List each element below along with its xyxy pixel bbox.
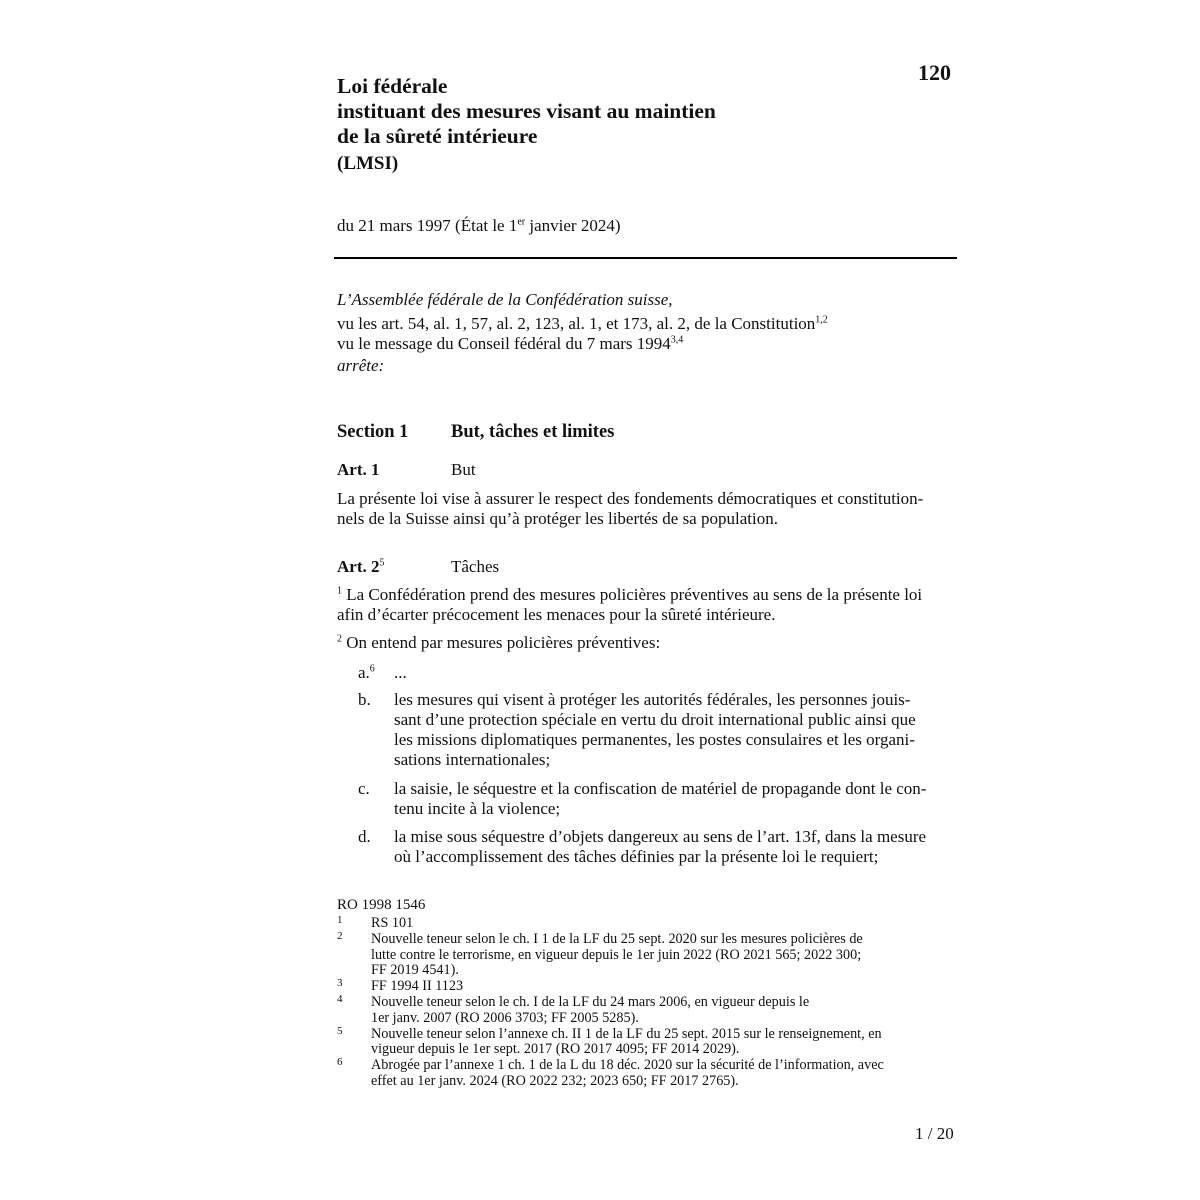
footnotes [337,916,884,1090]
ro-reference: RO 1998 1546 [337,897,426,913]
footnote-text [371,932,884,979]
paragraph-number: 1 [337,585,342,597]
footnote-text [371,916,884,932]
footnote-line: RS 101 [371,915,414,931]
item-text [394,663,407,683]
text-line [337,585,922,605]
footnote-line: effet au 1er janv. 2024 (RO 2022 232; 2023 650; FF 2017 2765). [371,1072,739,1089]
footnote-ref[interactable]: 1,2 [815,314,828,326]
footnote-number: 1 [337,914,343,926]
law-abbreviation: (LMSI) [337,153,399,174]
footnote-line: FF 1994 II 1123 [371,978,464,995]
text-line: les missions diplomatiques permanentes, les postes consulaires et les organi- [394,730,915,749]
paragraph-1 [337,585,922,625]
article-title: Tâches [451,557,500,576]
footnote-number: 2 [337,929,343,942]
footnote-number: 3 [337,977,343,990]
title-line: Loi fédérale [337,74,448,98]
item-text [394,827,926,867]
vu1-text: vu les art. 54, al. 1, 57, al. 2, 123, al. 1, et 173, al. 2, de la Constitution [337,314,816,333]
section-number: Section 1 [337,422,409,442]
date-sup: er [517,216,526,228]
footnote-number: 5 [337,1024,343,1037]
item-mark: b. [358,690,371,709]
section-title: But, tâches et limites [451,422,615,442]
date-suffix: janvier 2024) [525,216,621,235]
footnote [337,929,884,979]
text-line: ... [394,663,407,682]
footnote-line: lutte contre le terrorisme, en vigueur depuis le 1er juin 2022 (RO 2021 565; 2022 300; [371,946,862,963]
title-line: de la sûreté intérieure [337,124,538,148]
text-line: nels de la Suisse ainsi qu’à protéger les libertés de sa population. [337,509,778,528]
footnote-line: Nouvelle teneur selon le ch. I de la LF du 24 mars 2006, en vigueur depuis le [371,993,810,1010]
text-line-content: La Confédération prend des mesures policières préventives au sens de la présente loi [342,585,923,604]
text-line: tenu incite à la violence; [394,799,561,818]
text-line: La présente loi vise à assurer le respect des fondements démocratiques et constitution- [337,489,924,508]
footnote-text [371,995,884,1027]
item-letter: a. [358,663,370,682]
article-heading [337,557,499,577]
article-heading [337,460,476,480]
date-line [337,216,621,236]
item-mark [358,663,375,683]
item-mark: d. [358,827,371,846]
footnote [337,1024,884,1059]
footnote [337,979,884,995]
item-text [394,779,926,819]
article-number: Art. 1 [337,460,380,479]
page-number: 1 / 20 [915,1124,954,1143]
footnote-ref[interactable]: 6 [369,663,375,675]
article-number-text: Art. 2 [337,557,380,576]
text-line: sations internationales; [394,750,551,769]
footnote [337,992,884,1027]
text-line: les mesures qui visent à protéger les autorités fédérales, les personnes jouis- [394,690,911,709]
vu-constitution [337,314,828,334]
footnote-line: Nouvelle teneur selon le ch. I 1 de la LF du 25 sept. 2020 sur les mesures policières de [371,930,863,947]
text-line: afin d’écarter précocement les menaces pour la sûreté intérieure. [337,605,776,624]
footnote-ref[interactable]: 5 [379,557,385,569]
vu-message [337,334,828,354]
article-number [337,557,451,577]
text-line: sant d’une protection spéciale en vertu du droit international public ainsi que [394,710,916,729]
text-line: où l’accomplissement des tâches définies par la présente loi le requiert; [394,847,879,866]
date-prefix: du 21 mars 1997 (État le 1 [337,216,518,235]
title-line: instituant des mesures visant au maintien [337,99,716,123]
assembly-line: L’Assemblée fédérale de la Confédération suisse, [337,290,673,309]
article-title: But [451,460,476,479]
text-line: la mise sous séquestre d’objets dangereux au sens de l’art. 13f, dans la mesure [394,827,927,846]
footnote-line: vigueur depuis le 1er sept. 2017 (RO 2017 4095; FF 2014 2029). [371,1041,740,1058]
section-heading [337,422,614,443]
item-text [394,690,916,770]
preamble [337,290,828,376]
text-line: la saisie, le séquestre et la confiscation de matériel de propagande dont le con- [394,779,927,798]
arrete: arrête: [337,356,385,375]
footnote-number: 4 [337,992,343,1005]
footnote-ref[interactable]: 3,4 [670,334,684,346]
footnote [337,916,884,932]
paragraph-text: On entend par mesures policières préventives: [342,633,661,652]
footnote-text [371,1058,884,1090]
footnote-text [371,1027,884,1059]
header-rule [334,257,957,259]
paragraph-2 [337,633,660,653]
footnote-line: 1er janv. 2007 (RO 2006 3703; FF 2005 5285). [371,1009,639,1026]
footnote-text [371,979,884,995]
footnote-line: FF 2019 4541). [371,962,459,979]
footnote-number: 6 [337,1056,343,1069]
article-text [337,489,923,529]
footnote-line: Abrogée par l’annexe 1 ch. 1 de la L du 18 déc. 2020 sur la sécurité de l’information, avec [371,1057,884,1074]
item-mark: c. [358,779,370,798]
footnote-line: Nouvelle teneur selon l’annexe ch. II 1 de la LF du 25 sept. 2015 sur le renseignement, en [371,1025,882,1042]
vu2-text: vu le message du Conseil fédéral du 7 mars 1994 [337,334,671,353]
sr-number: 120 [918,60,951,85]
law-title [337,74,716,149]
paragraph-number: 2 [337,633,342,645]
footnote [337,1058,884,1090]
